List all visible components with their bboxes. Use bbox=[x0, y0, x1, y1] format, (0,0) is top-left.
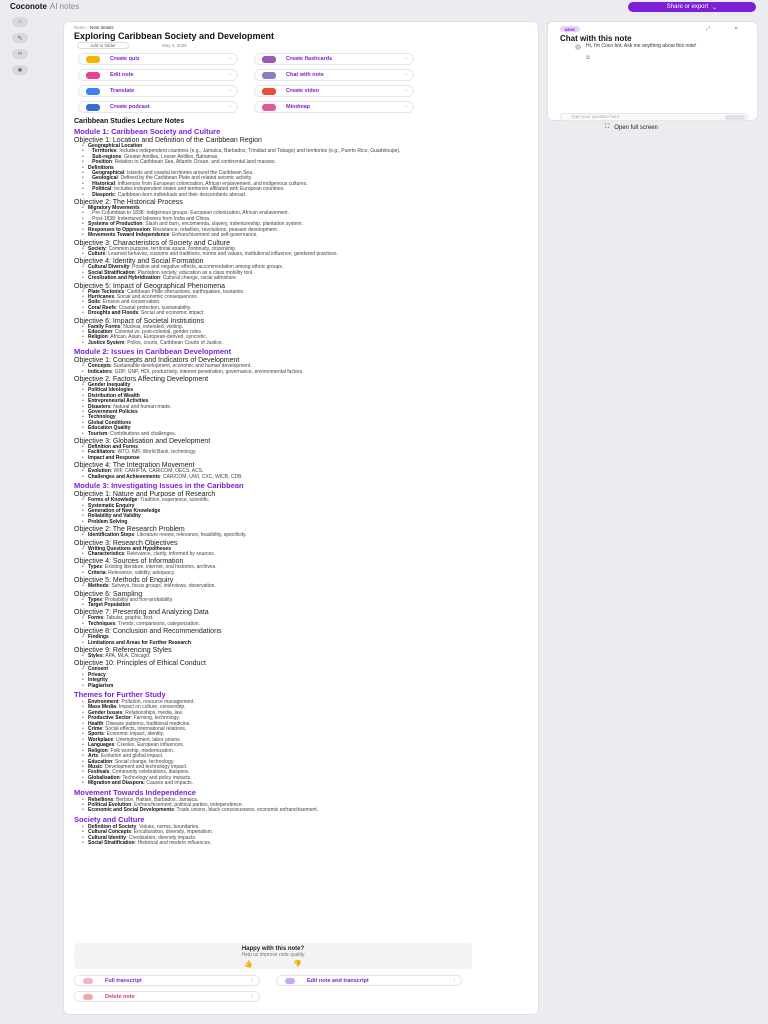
video-icon bbox=[262, 88, 276, 95]
share-label: Share or export bbox=[666, 4, 709, 10]
chevron-right-icon: › bbox=[251, 993, 253, 1000]
bullet-list bbox=[74, 533, 530, 538]
button-label: Edit note and transcript bbox=[307, 977, 369, 984]
open-full-screen-button[interactable] bbox=[605, 124, 658, 131]
home-icon[interactable]: ⌂ bbox=[12, 17, 28, 27]
list-item: • Definition of Society: Values, norms, boundaries. bbox=[88, 825, 530, 830]
link-icon[interactable]: ∞ bbox=[12, 49, 28, 59]
list-item: • Techniques: Trends, comparisons, categorization. bbox=[88, 622, 530, 627]
trash-icon bbox=[83, 994, 93, 1000]
note-panel bbox=[63, 21, 539, 1015]
chevron-right-icon: › bbox=[229, 104, 231, 110]
module-heading: Module 2: Issues in Caribbean Development bbox=[74, 347, 232, 357]
section-heading: Movement Towards Independence bbox=[74, 787, 196, 797]
share-export-button[interactable] bbox=[628, 2, 756, 12]
settings-icon[interactable]: ✱ bbox=[12, 65, 28, 75]
bullet-list bbox=[74, 616, 530, 627]
list-item: • Soils: Erosion and conservation. bbox=[88, 300, 530, 305]
bullet-list bbox=[74, 144, 530, 198]
module-heading: Module 3: Investigating Issues in the Caribbean bbox=[74, 481, 244, 491]
bullet-list bbox=[74, 635, 530, 646]
list-item: • Productive Sector: Farming, technology. bbox=[88, 716, 530, 721]
list-item: • Tourism: Contributions and challenges. bbox=[88, 432, 530, 437]
create-podcast-button[interactable] bbox=[78, 101, 238, 113]
list-item: • Styles: APA, MLA, Chicago. bbox=[88, 654, 530, 659]
list-item: • Music: Development and technology impact. bbox=[88, 765, 530, 770]
left-rail bbox=[12, 17, 30, 81]
button-label: Delete note bbox=[105, 993, 135, 1000]
bullet-list bbox=[74, 547, 530, 558]
list-item: • Sports: Economic impact, identity. bbox=[88, 732, 530, 737]
chat-input-placeholder: Type your question here bbox=[571, 114, 620, 119]
list-item: • Types: Existing literature, internet, oral histories, archives. bbox=[88, 565, 530, 570]
feedback-question: Happy with this note? bbox=[241, 946, 305, 952]
list-item: • Crime: Social effects, international relations. bbox=[88, 727, 530, 732]
mindmap-icon bbox=[262, 104, 276, 111]
bullet-list bbox=[74, 206, 530, 238]
objective-heading: Objective 2: Factors Affecting Development bbox=[74, 376, 209, 383]
objective-heading: Objective 8: Conclusion and Recommendations bbox=[74, 628, 222, 636]
section-heading: Themes for Further Study bbox=[74, 690, 166, 700]
list-item: • Distribution of Wealth bbox=[88, 394, 530, 399]
create-flashcards-button[interactable] bbox=[254, 53, 414, 65]
bullet-list bbox=[74, 654, 530, 659]
action-label: Create podcast bbox=[110, 104, 150, 110]
quiz-icon bbox=[86, 56, 100, 63]
bullet-list bbox=[74, 498, 530, 525]
button-label: Full transcript bbox=[105, 977, 142, 984]
list-item: • Creolization and Hybridization: Cultural change, racial admixture. bbox=[88, 276, 530, 281]
feedback-subtext: Help us improve note quality bbox=[241, 952, 305, 958]
thumbs-up-icon[interactable]: 👍 bbox=[244, 961, 253, 968]
list-item: • Languages: Creoles, European influences. bbox=[88, 743, 530, 748]
objective-heading: Objective 6: Sampling bbox=[74, 590, 143, 598]
list-item: • Society: Common purpose, territorial space, continuity, citizenship. bbox=[88, 247, 530, 252]
list-item: • Geographical Location bbox=[88, 144, 530, 149]
feedback-box bbox=[74, 943, 472, 969]
send-icon[interactable] bbox=[725, 115, 745, 120]
bullet-list bbox=[74, 290, 530, 317]
list-item: • Plate Tectonics: Caribbean Plate interactions, earthquakes, tsunamis. bbox=[88, 290, 530, 295]
bullet-list bbox=[74, 700, 530, 787]
list-item: • Systems of Production: Slash and burn, encomienda, slavery, indentureship, plantation system. bbox=[88, 222, 530, 227]
objective-heading: Objective 3: Research Objectives bbox=[74, 539, 178, 547]
list-item: • Facilitators: WTO, IMF, World Bank, technology. bbox=[88, 450, 530, 455]
list-item: • Globalisation: Technology and policy impacts. bbox=[88, 776, 530, 781]
translate-icon bbox=[86, 88, 100, 95]
list-item: • Concepts: Sustainable development, economic and human development. bbox=[88, 364, 530, 369]
bullet-list bbox=[74, 383, 530, 437]
list-item: • Droughts and Floods: Social and economic impact. bbox=[88, 311, 530, 316]
objective-heading: Objective 2: The Historical Process bbox=[74, 199, 183, 207]
list-item: • Territories: Includes independent countries (e.g., Jamaica, Barbados, Trinidad and Tobago) and territories (e.g., Puerto Rico, Guadeloupe). bbox=[88, 149, 530, 154]
list-item: • Cultural Identity: Creolization, diversity impacts. bbox=[88, 836, 530, 841]
objective-heading: Objective 5: Impact of Geographical Phenomena bbox=[74, 282, 225, 290]
delete-note-button[interactable] bbox=[74, 991, 260, 1002]
thumbs-down-icon[interactable]: 👎 bbox=[293, 961, 302, 968]
list-item: • Responses to Oppression: Resistance, rebellion, revolutions, peasant development. bbox=[88, 228, 530, 233]
section-heading: Society and Culture bbox=[74, 814, 145, 824]
bullet-list bbox=[74, 825, 530, 847]
chevron-right-icon: › bbox=[405, 72, 407, 78]
list-item: • Privacy bbox=[88, 673, 530, 678]
open-full-label: Open full screen bbox=[614, 124, 658, 131]
list-item: • Social Stratification: Plantation society, education as a class mobility tool. bbox=[88, 271, 530, 276]
note-content bbox=[74, 118, 530, 846]
list-item: • Historical: Influences from European colonization, African enslavement, and indigenous cultures. bbox=[88, 182, 530, 187]
chevron-right-icon: › bbox=[229, 88, 231, 94]
objective-heading: Objective 2: The Research Problem bbox=[74, 526, 185, 534]
list-item: • Social Stratification: Historical and modern influences. bbox=[88, 841, 530, 846]
list-item: • Coral Reefs: Coastal protection, sustainability. bbox=[88, 306, 530, 311]
list-item: • Indicators: GDP, GNP, HDI, productivity, internet penetration, governance, environmental factors. bbox=[88, 370, 530, 375]
bullet-list bbox=[74, 247, 530, 258]
chevron-right-icon: › bbox=[405, 104, 407, 110]
bullet-list bbox=[74, 667, 530, 689]
list-item: • Festivals: Community celebrations, diaspora. bbox=[88, 770, 530, 775]
chevron-right-icon: › bbox=[251, 977, 253, 984]
list-item: • Economic and Social Developments: Trade unions, black consciousness, economic enfranchisement. bbox=[88, 808, 530, 813]
list-item: • Movements Toward Independence: Enfranchisement and self-governance. bbox=[88, 233, 530, 238]
list-item: • Migration and Diaspora: Causes and impacts. bbox=[88, 781, 530, 786]
fullscreen-icon: ⛶ bbox=[605, 124, 610, 130]
list-item: • Integrity bbox=[88, 678, 530, 683]
list-item: • Culture: Learned behavior, customs and traditions, norms and values, institutional influence, gendered practices. bbox=[88, 252, 530, 257]
list-item: • Generation of New Knowledge bbox=[88, 509, 530, 514]
list-item: • Pre-Columbian to 1838: Indigenous groups, European colonization, African enslavement. bbox=[88, 211, 530, 216]
list-item: • Problem Solving bbox=[88, 520, 530, 525]
list-item: • Cultural Concepts: Enculturation, diversity, imperialism. bbox=[88, 830, 530, 835]
chat-title: Chat with this note bbox=[560, 34, 632, 43]
list-item: • Geological: Defined by the Caribbean Plate and related seismic activity. bbox=[88, 176, 530, 181]
bullet-list bbox=[74, 798, 530, 814]
action-label: Create flashcards bbox=[286, 56, 333, 62]
chevron-right-icon: › bbox=[453, 977, 455, 984]
objective-heading: Objective 7: Presenting and Analyzing Data bbox=[74, 609, 209, 617]
list-item: • Family Forms: Nuclear, extended, visiting. bbox=[88, 325, 530, 330]
flashcards-icon bbox=[262, 56, 276, 63]
bullet-list bbox=[74, 584, 530, 589]
expand-icon[interactable]: ⤢ bbox=[706, 26, 711, 32]
bullet-list bbox=[74, 469, 530, 480]
list-item: • Arts: Evolution and global impact. bbox=[88, 754, 530, 759]
objective-heading: Objective 5: Methods of Enquiry bbox=[74, 577, 174, 585]
list-item: • Political Ideologies bbox=[88, 388, 530, 393]
podcast-icon bbox=[86, 104, 100, 111]
list-item: • Findings bbox=[88, 635, 530, 640]
action-label: Edit note bbox=[110, 72, 134, 78]
bullet-list bbox=[74, 325, 530, 347]
list-item: • Cultural Diversity: Positive and negative effects, accommodation among ethnic groups. bbox=[88, 265, 530, 270]
list-item: • Criteria: Relevance, validity, adequacy. bbox=[88, 571, 530, 576]
list-item: • Political Evolution: Enfranchisement, political parties, independence. bbox=[88, 803, 530, 808]
objective-heading: Objective 4: Identity and Social Formation bbox=[74, 258, 204, 266]
list-item: • Education: Colonial vs. post-colonial, gender roles. bbox=[88, 330, 530, 335]
close-icon[interactable]: ✕ bbox=[734, 26, 739, 32]
list-item: • Reliability and Validity bbox=[88, 514, 530, 519]
list-item: • Sub-regions: Greater Antilles, Lesser Antilles, Bahamas. bbox=[88, 155, 530, 160]
list-item: • Technology bbox=[88, 415, 530, 420]
objective-heading: Objective 1: Concepts and Indicators of Development bbox=[74, 357, 240, 365]
list-item: • Writing Questions and Hypotheses bbox=[88, 547, 530, 552]
list-item: • Geographical: Islands and coastal territories around the Caribbean Sea. bbox=[88, 171, 530, 176]
breadcrumb bbox=[74, 25, 114, 30]
objective-heading: Objective 1: Location and Definition of the Caribbean Region bbox=[74, 137, 262, 144]
list-item: • Government Policies bbox=[88, 410, 530, 415]
bullet-list bbox=[74, 445, 530, 461]
edit-icon bbox=[285, 978, 295, 984]
breadcrumb-separator: › bbox=[87, 25, 89, 30]
chat-with-note-button[interactable] bbox=[254, 69, 414, 81]
create-quiz-button[interactable] bbox=[78, 53, 238, 65]
list-item: • Environment: Pollution, resource management. bbox=[88, 700, 530, 705]
list-item: • Challenges and Achievements: CARICOM, UWI, CXC, WICB, CDB. bbox=[88, 475, 530, 480]
list-item: • Impact and Response bbox=[88, 456, 530, 461]
chevron-right-icon: › bbox=[229, 72, 231, 78]
edit-note-button[interactable] bbox=[78, 69, 238, 81]
edit-transcript-button[interactable] bbox=[276, 975, 462, 986]
list-item: • Forms of Knowledge: Tradition, experience, scientific. bbox=[88, 498, 530, 503]
objective-heading: Objective 4: The Integration Movement bbox=[74, 462, 195, 470]
bullet-list bbox=[74, 364, 530, 375]
list-item: • Political: Includes independent states and territories affiliated with European countries. bbox=[88, 187, 530, 192]
objective-heading: Objective 6: Impact of Societal Institutions bbox=[74, 317, 204, 325]
list-item: • Definitions bbox=[88, 166, 530, 171]
brand-name: Coconote bbox=[10, 2, 47, 11]
chevron-down-icon: ⌄ bbox=[712, 4, 718, 11]
action-label: Translate bbox=[110, 88, 135, 94]
list-item: • Plagiarism bbox=[88, 684, 530, 689]
list-item: • Disasters: Natural and human-made. bbox=[88, 405, 530, 410]
copy-icon[interactable]: ⧉ bbox=[586, 55, 590, 61]
mindmap-button[interactable] bbox=[254, 101, 414, 113]
list-item: • Evolution: WIF, CARIFTA, CARICOM, OECS, ACS. bbox=[88, 469, 530, 474]
bullet-list bbox=[74, 598, 530, 609]
list-item: • Gender Inequality bbox=[88, 383, 530, 388]
chat-input[interactable] bbox=[560, 113, 748, 121]
list-item: • Post-1838: Indentured laborers from India and China. bbox=[88, 217, 530, 222]
list-item: • Migratory Movements bbox=[88, 206, 530, 211]
brand-sub: AI notes bbox=[49, 2, 80, 11]
top-bar bbox=[0, 0, 768, 14]
list-item: • Education: Social change, technology. bbox=[88, 760, 530, 765]
objective-heading: Objective 3: Globalisation and Development bbox=[74, 438, 211, 446]
list-item: • Health: Disease patterns, traditional medicine. bbox=[88, 722, 530, 727]
bullet-list bbox=[74, 265, 530, 281]
action-label: Mindmap bbox=[286, 104, 311, 110]
objective-heading: Objective 10: Principles of Ethical Conduct bbox=[74, 660, 206, 668]
action-label: Create video bbox=[286, 88, 320, 94]
chat-icon bbox=[262, 72, 276, 79]
chevron-right-icon: › bbox=[405, 88, 407, 94]
list-item: • Characteristics: Relevance, clarity, informed by sources. bbox=[88, 552, 530, 557]
chevron-right-icon: › bbox=[405, 56, 407, 62]
list-item: • Limitations and Areas for Further Research bbox=[88, 641, 530, 646]
brand-logo[interactable] bbox=[10, 2, 79, 11]
bot-avatar bbox=[575, 44, 581, 50]
note-heading: Caribbean Studies Lecture Notes bbox=[74, 118, 185, 125]
new-badge: NEW! bbox=[560, 26, 580, 32]
list-item: • Identification Steps: Literature review, relevance, feasibility, specificity. bbox=[88, 533, 530, 538]
objective-heading: Objective 4: Sources of Information bbox=[74, 558, 184, 566]
list-item: • Consent bbox=[88, 667, 530, 672]
edit-icon[interactable]: ✎ bbox=[12, 33, 28, 43]
page-title: Exploring Caribbean Society and Development bbox=[74, 31, 275, 41]
list-item: • Religion: Folk worship, modernization. bbox=[88, 749, 530, 754]
list-item: • Hurricanes: Social and economic consequences. bbox=[88, 295, 530, 300]
list-item: • Forms: Tabular, graphic, text. bbox=[88, 616, 530, 621]
list-item: • Workplace: Unemployment, labor unions. bbox=[88, 738, 530, 743]
list-item: • Systematic Enquiry bbox=[88, 504, 530, 509]
module-heading: Module 1: Caribbean Society and Culture bbox=[74, 127, 221, 136]
chevron-right-icon: › bbox=[229, 56, 231, 62]
add-to-folder-button[interactable]: Add to folder bbox=[77, 42, 129, 49]
list-item: • Religion: African, Asian, European-derived, syncretic. bbox=[88, 335, 530, 340]
list-item: • Education Quality bbox=[88, 426, 530, 431]
note-date: May 4, 2025 bbox=[162, 43, 187, 48]
objective-heading: Objective 3: Characteristics of Society and Culture bbox=[74, 239, 231, 247]
list-item: • Target Population bbox=[88, 603, 530, 608]
list-item: • Methods: Surveys, focus groups, interviews, observation. bbox=[88, 584, 530, 589]
list-item: • Types: Probability and non-probability. bbox=[88, 598, 530, 603]
list-item: • Justice System: Police, courts, Caribbean Courts of Justice. bbox=[88, 341, 530, 346]
list-item: • Gender Issues: Relationships, media, law. bbox=[88, 711, 530, 716]
list-item: • Diasporic: Caribbean-born individuals and their descendants abroad. bbox=[88, 193, 530, 198]
list-item: • Definition and Forms bbox=[88, 445, 530, 450]
objective-heading: Objective 1: Nature and Purpose of Research bbox=[74, 491, 216, 499]
translate-button[interactable] bbox=[78, 85, 238, 97]
breadcrumb-notes[interactable]: Notes bbox=[74, 25, 86, 30]
list-item: • Rebellions: Berbice, Haitian, Barbados, Jamaica. bbox=[88, 798, 530, 803]
bot-message: Hi, I'm Coco bot. Ask me anything about this note! bbox=[586, 43, 697, 49]
action-label: Chat with note bbox=[286, 72, 324, 78]
transcript-icon bbox=[83, 978, 93, 984]
list-item: • Position: Relation to Caribbean Sea, Atlantic Ocean, and continental land masses. bbox=[88, 160, 530, 165]
action-label: Create quiz bbox=[110, 56, 140, 62]
objective-heading: Objective 9: Referencing Styles bbox=[74, 647, 172, 654]
list-item: • Global Conditions bbox=[88, 421, 530, 426]
full-transcript-button[interactable] bbox=[74, 975, 260, 986]
create-video-button[interactable] bbox=[254, 85, 414, 97]
breadcrumb-current: Note details bbox=[89, 25, 114, 30]
chat-panel bbox=[547, 21, 758, 121]
edit-note-icon bbox=[86, 72, 100, 79]
list-item: • Mass Media: Impact on culture, censorship. bbox=[88, 705, 530, 710]
bullet-list bbox=[74, 565, 530, 576]
list-item: • Entrepreneurial Activities bbox=[88, 399, 530, 404]
